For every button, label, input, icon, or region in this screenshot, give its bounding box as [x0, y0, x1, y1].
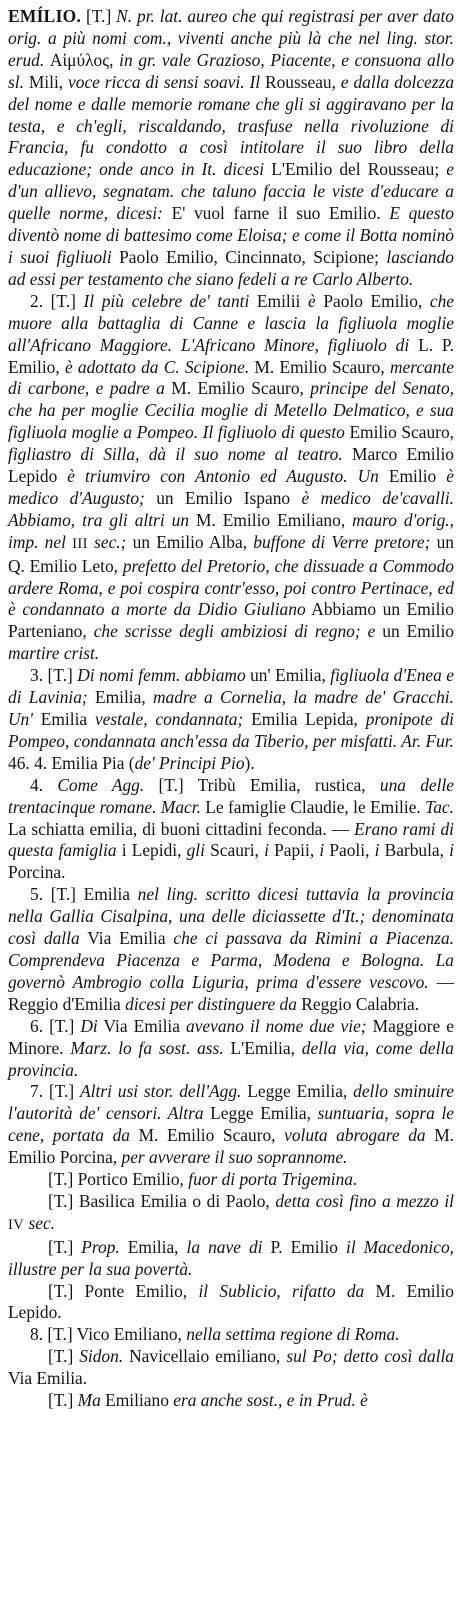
entry-paragraph-4: 4. Come Agg. [T.] Tribù Emilia, rustica, una delle trentacinque romane. Macr. Le famiglie Claudie, le Emilie. Tac. La schiatta emilia, di buoni cittadini feconda. — Erano rami di questa famiglia i Lepidi, gli Scauri, i Papii, i Paoli, i Barbula, i Porcina.: [8, 774, 455, 883]
entry-paragraph-7: 7. [T.] Altri usi stor. dell'Agg. Legge Emilia, dello sminuire l'autorità de' censori. Altra Legge Emilia, suntuaria, sopra le cene, portata da M. Emilio Scauro, voluta abrogare da M. Emilio Porcina, per avverare il suo soprannome.: [8, 1081, 455, 1168]
entry-subparagraph-portico: [T.] Portico Emilio, fuor di porta Trigemina.: [48, 1169, 358, 1190]
entry-subparagraph-navicellaio: [T.] Sidon. Navicellaio emiliano, sul Po; detto così dalla Via Emilia.: [8, 1346, 454, 1389]
entry-paragraph-5: 5. [T.] Emilia nel ling. scritto dicesi tuttavia la provincia nella Gallia Cisalpina, una delle diciassette d'It.; denominata così dalla Via Emilia che ci passava da Rimini a Piacenza. Comprendeva Piacenza e Parma, Modena e Bologna. La governò Ambrogio colla Liguria, prima d'essere vescovo. — Reggio d'Emilia dicesi per distinguere da Reggio Calabria.: [8, 884, 454, 1014]
entry-paragraph-3: 3. [T.] Di nomi femm. abbiamo un' Emilia, figliuola d'Enea e di Lavinia; Emilia, madre a Cornelia, la madre de' Gracchi. Un' Emilia vestale, condannata; Emilia Lepida, pronipote di Pompeo, condannata anch'essa da Tiberio, per misfatti. Ar. Fur. 46. 4. Emilia Pia (de' Principi Pio).: [8, 665, 454, 773]
entry-paragraph-8: 8. [T.] Vico Emiliano, nella settima regione di Roma.: [30, 1324, 400, 1345]
entry-paragraph-2: 2. [T.] Il più celebre de' tanti Emilii è Paolo Emilio, che muore alla battaglia di Canne e lascia la figliuola moglie all'Africano Maggiore. L'Africano Minore, figliuolo di L. P. Emilio, è adottato da C. Scipione. M. Emilio Scauro, mercante di carbone, e padre a M. Emilio Scauro, principe del Senato, che ha per moglie Cecilia moglie di Metello Delmatico, e sua figliuola moglie a Pompeo. Il figliuolo di questo Emilio Scauro, figliastro di Silla, dà il suo nome al teatro. Marco Emilio Lepido è triumviro con Antonio ed Augusto. Un Emilio è medico d'Augusto; un Emilio Ispano è medico de'cavalli. Abbiamo, tra gli altri un M. Emilio Emiliano, mauro d'orig., imp. nel III sec.; un Emilio Alba, buffone di Verre pretore; un Q. Emilio Leto, prefetto del Pretorio, che dissuade a Commodo ardere Roma, e poi cospira contr'esso, poi contro Pertinace, ed è condannato a morte da Didio Giuliano Abbiamo un Emilio Parteniano, che scrisse degli ambiziosi di regno; e un Emilio martire crist.: [8, 290, 455, 664]
entry-subparagraph-ponte: [T.] Ponte Emilio, il Sublicio, rifatto da M. Emilio Lepido.: [8, 1280, 454, 1323]
entry-subparagraph-emiliano: [T.] Ma Emiliano era anche sost., e in Prud. è: [48, 1390, 368, 1411]
entry-subparagraph-nave: [T.] Prop. Emilia, la nave di P. Emilio il Macedonico, illustre per la sua povertà.: [8, 1236, 454, 1279]
entry-paragraph-6: 6. [T.] Di Via Emilia avevano il nome due vie; Maggiore e Minore. Marz. lo fa sost. ass. L'Emilia, della via, come della provincia.: [8, 1015, 455, 1080]
entry-paragraph-1: EMÍLIO. [T.] N. pr. lat. aureo che qui registrasi per aver dato orig. a più nomi com., viventi anche più là che nel ling. stor. erud. Αἱμύλος, in gr. vale Grazioso, Piacente, e consuona allo sl. Mili, voce ricca di sensi soavi. Il Rousseau, e dalla dolcezza del nome e dalle memorie romane che gli si aggiravano per la testa, e ch'egli, riscaldando, trasfuse nella rivoluzione di Francia, fu condotto a così intitolare il suo libro della educazione; onde anco in It. dicesi L'Emilio del Rousseau; e d'un allievo, segnatam. che taluno faccia le viste d'educare a quelle norme, dicesi: E' vuol farne il suo Emilio. E questo diventò nome di battesimo come Eloisa; e come il Botta nominò i suoi figliuoli Paolo Emilio, Cincinnato, Scipione; lasciando ad essi per testamento che siano fedeli a re Carlo Alberto.: [8, 6, 455, 289]
entry-subparagraph-basilica: [T.] Basilica Emilia o di Paolo, detta così fino a mezzo il IV sec.: [8, 1190, 454, 1233]
